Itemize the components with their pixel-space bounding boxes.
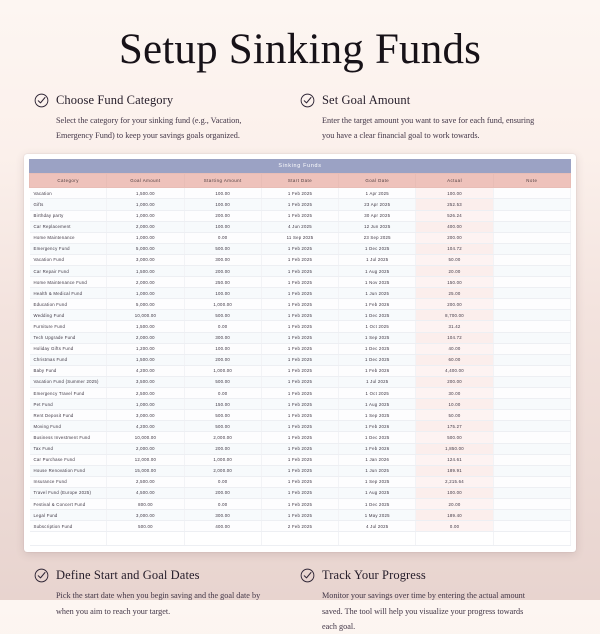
cell-starting-amount[interactable]: 100.00 — [184, 188, 261, 199]
cell-note[interactable] — [493, 288, 570, 299]
cell-note[interactable] — [493, 454, 570, 465]
feature-track-your-progress — [300, 568, 566, 634]
cell-category[interactable]: Furniture Fund — [30, 321, 107, 332]
cell-note[interactable] — [493, 332, 570, 343]
cell-actual[interactable]: 175.27 — [416, 421, 493, 432]
cell-actual[interactable]: 20.00 — [416, 266, 493, 277]
table-row[interactable] — [30, 376, 571, 387]
cell-goal-amount[interactable]: 1,000.00 — [107, 288, 184, 299]
cell-note[interactable] — [493, 476, 570, 487]
cell-starting-amount[interactable]: 500.00 — [184, 421, 261, 432]
cell-goal-amount[interactable]: 1,500.00 — [107, 354, 184, 365]
cell-goal-amount[interactable]: 2,000.00 — [107, 277, 184, 288]
cell-note[interactable] — [493, 521, 570, 532]
column-header-goal-date[interactable]: Goal Date — [339, 174, 416, 188]
check-circle-icon — [300, 568, 315, 583]
cell-goal-amount[interactable]: 3,000.00 — [107, 410, 184, 421]
table-row[interactable] — [30, 454, 571, 465]
cell-category[interactable]: Home Maintenance — [30, 232, 107, 243]
cell-start-date[interactable]: 2 Feb 2025 — [261, 521, 338, 532]
column-header-actual[interactable]: Actual — [416, 174, 493, 188]
cell-goal-amount[interactable]: 2,000.00 — [107, 443, 184, 454]
cell-goal-date[interactable]: 1 Dec 2025 — [339, 432, 416, 443]
cell-note[interactable] — [493, 277, 570, 288]
cell-start-date[interactable]: 1 Feb 2025 — [261, 510, 338, 521]
cell-start-date[interactable]: 1 Feb 2025 — [261, 388, 338, 399]
table-row[interactable] — [30, 510, 571, 521]
cell-starting-amount[interactable]: 250.00 — [184, 277, 261, 288]
cell-starting-amount[interactable]: 0.00 — [184, 321, 261, 332]
cell-category[interactable]: Gifts — [30, 199, 107, 210]
cell-empty[interactable] — [184, 532, 261, 546]
table-body — [30, 188, 571, 546]
cell-start-date[interactable]: 1 Feb 2025 — [261, 210, 338, 221]
sinking-funds-table[interactable] — [29, 159, 571, 546]
cell-actual[interactable]: 526.24 — [416, 210, 493, 221]
cell-goal-amount[interactable]: 3,500.00 — [107, 376, 184, 387]
cell-goal-date[interactable]: 1 Sep 2025 — [339, 332, 416, 343]
cell-goal-date[interactable]: 1 Feb 2026 — [339, 365, 416, 376]
cell-category[interactable]: Subscription Fund — [30, 521, 107, 532]
cell-actual[interactable]: 150.00 — [416, 277, 493, 288]
cell-starting-amount[interactable]: 300.00 — [184, 254, 261, 265]
features-bottom — [0, 552, 600, 634]
cell-note[interactable] — [493, 199, 570, 210]
cell-goal-date[interactable]: 1 Aug 2025 — [339, 399, 416, 410]
cell-category[interactable]: Rent Deposit Fund — [30, 410, 107, 421]
cell-starting-amount[interactable]: 0.00 — [184, 232, 261, 243]
cell-goal-date[interactable]: 1 Jul 2025 — [339, 376, 416, 387]
cell-category[interactable]: Festival & Concert Fund — [30, 498, 107, 509]
cell-goal-amount[interactable]: 1,500.00 — [107, 321, 184, 332]
cell-starting-amount[interactable]: 100.00 — [184, 288, 261, 299]
table-row[interactable] — [30, 432, 571, 443]
feature-define-start-and-goal-dates — [34, 568, 300, 634]
cell-start-date[interactable]: 4 Jun 2025 — [261, 221, 338, 232]
feature-header — [300, 93, 552, 108]
cell-goal-amount[interactable]: 5,000.00 — [107, 299, 184, 310]
cell-goal-amount[interactable]: 10,000.00 — [107, 432, 184, 443]
cell-category[interactable]: Education Fund — [30, 299, 107, 310]
cell-start-date[interactable]: 1 Feb 2025 — [261, 354, 338, 365]
table-row[interactable] — [30, 521, 571, 532]
table-row[interactable] — [30, 365, 571, 376]
cell-empty[interactable] — [30, 532, 107, 546]
table-row[interactable] — [30, 310, 571, 321]
cell-starting-amount[interactable]: 2,000.00 — [184, 465, 261, 476]
cell-goal-date[interactable]: 23 Apr 2025 — [339, 199, 416, 210]
cell-goal-date[interactable]: 1 Apr 2025 — [339, 188, 416, 199]
cell-actual[interactable]: 189.91 — [416, 465, 493, 476]
cell-category[interactable]: Pet Fund — [30, 399, 107, 410]
cell-category[interactable]: Travel Fund (Europe 2025) — [30, 487, 107, 498]
column-header-starting-amount[interactable]: Starting Amount — [184, 174, 261, 188]
cell-starting-amount[interactable]: 1,000.00 — [184, 365, 261, 376]
cell-start-date[interactable]: 1 Feb 2025 — [261, 443, 338, 454]
cell-goal-date[interactable]: 1 Jul 2025 — [339, 254, 416, 265]
table-row[interactable] — [30, 299, 571, 310]
feature-header — [300, 568, 552, 583]
cell-note[interactable] — [493, 376, 570, 387]
cell-actual[interactable]: 252.53 — [416, 199, 493, 210]
cell-actual[interactable]: 50.00 — [416, 254, 493, 265]
page-title: Setup Sinking Funds — [118, 26, 482, 73]
table-row[interactable] — [30, 266, 571, 277]
cell-category[interactable]: Home Maintenance Fund — [30, 277, 107, 288]
check-circle-icon — [34, 93, 49, 108]
cell-note[interactable] — [493, 221, 570, 232]
cell-note[interactable] — [493, 232, 570, 243]
cell-actual[interactable]: 60.00 — [416, 354, 493, 365]
cell-category[interactable]: House Renovation Fund — [30, 465, 107, 476]
cell-goal-date[interactable]: 1 Dec 2025 — [339, 310, 416, 321]
cell-goal-date[interactable]: 1 Jun 2025 — [339, 288, 416, 299]
cell-note[interactable] — [493, 399, 570, 410]
cell-category[interactable]: Vacation Fund (Summer 2025) — [30, 376, 107, 387]
cell-goal-date[interactable]: 30 Apr 2025 — [339, 210, 416, 221]
feature-choose-fund-category — [34, 93, 300, 143]
cell-category[interactable]: Holiday Gifts Fund — [30, 343, 107, 354]
cell-start-date[interactable]: 1 Feb 2025 — [261, 365, 338, 376]
cell-goal-amount[interactable]: 2,500.00 — [107, 476, 184, 487]
cell-goal-date[interactable]: 1 Jun 2025 — [339, 465, 416, 476]
cell-start-date[interactable]: 11 Sep 2025 — [261, 232, 338, 243]
cell-category[interactable]: Business Investment Fund — [30, 432, 107, 443]
cell-start-date[interactable]: 1 Feb 2025 — [261, 421, 338, 432]
cell-starting-amount[interactable]: 500.00 — [184, 310, 261, 321]
cell-note[interactable] — [493, 388, 570, 399]
cell-starting-amount[interactable]: 400.00 — [184, 521, 261, 532]
cell-goal-amount[interactable]: 1,000.00 — [107, 210, 184, 221]
cell-note[interactable] — [493, 254, 570, 265]
cell-starting-amount[interactable]: 500.00 — [184, 243, 261, 254]
cell-category[interactable]: Birthday party — [30, 210, 107, 221]
cell-goal-amount[interactable]: 3,000.00 — [107, 254, 184, 265]
cell-goal-amount[interactable]: 3,000.00 — [107, 510, 184, 521]
check-circle-icon — [300, 93, 315, 108]
cell-start-date[interactable]: 1 Feb 2025 — [261, 476, 338, 487]
table-row[interactable] — [30, 354, 571, 365]
table-row[interactable] — [30, 332, 571, 343]
cell-goal-amount[interactable]: 500.00 — [107, 521, 184, 532]
cell-start-date[interactable]: 1 Feb 2025 — [261, 410, 338, 421]
cell-goal-date[interactable]: 1 May 2025 — [339, 510, 416, 521]
cell-goal-date[interactable]: 1 Dec 2025 — [339, 343, 416, 354]
cell-start-date[interactable]: 1 Feb 2025 — [261, 399, 338, 410]
cell-goal-date[interactable]: 1 Dec 2025 — [339, 354, 416, 365]
check-circle-icon — [34, 568, 49, 583]
cell-note[interactable] — [493, 498, 570, 509]
table-row[interactable] — [30, 188, 571, 199]
feature-header — [34, 93, 286, 108]
cell-category[interactable]: Vacation — [30, 188, 107, 199]
cell-actual[interactable]: 31.42 — [416, 321, 493, 332]
cell-start-date[interactable]: 1 Feb 2025 — [261, 243, 338, 254]
cell-category[interactable]: Legal Fund — [30, 510, 107, 521]
cell-start-date[interactable]: 1 Feb 2025 — [261, 376, 338, 387]
cell-start-date[interactable]: 1 Feb 2025 — [261, 332, 338, 343]
cell-note[interactable] — [493, 243, 570, 254]
cell-starting-amount[interactable]: 500.00 — [184, 376, 261, 387]
cell-actual[interactable]: 400.00 — [416, 221, 493, 232]
cell-goal-amount[interactable]: 2,000.00 — [107, 332, 184, 343]
table-empty-row — [30, 532, 571, 546]
cell-note[interactable] — [493, 188, 570, 199]
cell-actual[interactable]: 10.00 — [416, 399, 493, 410]
cell-start-date[interactable]: 1 Feb 2025 — [261, 498, 338, 509]
cell-note[interactable] — [493, 210, 570, 221]
cell-actual[interactable]: 200.00 — [416, 299, 493, 310]
cell-actual[interactable]: 0.00 — [416, 521, 493, 532]
table-row[interactable] — [30, 443, 571, 454]
cell-goal-date[interactable]: 12 Jun 2025 — [339, 221, 416, 232]
cell-goal-amount[interactable]: 5,000.00 — [107, 243, 184, 254]
cell-category[interactable]: Baby Fund — [30, 365, 107, 376]
table-head — [30, 174, 571, 188]
cell-goal-date[interactable]: 1 Nov 2025 — [339, 277, 416, 288]
cell-note[interactable] — [493, 510, 570, 521]
cell-starting-amount[interactable]: 2,000.00 — [184, 432, 261, 443]
cell-goal-amount[interactable]: 4,200.00 — [107, 365, 184, 376]
cell-category[interactable]: Emergency Fund — [30, 243, 107, 254]
cell-starting-amount[interactable]: 300.00 — [184, 510, 261, 521]
features-top — [0, 71, 600, 143]
column-header-note[interactable]: Note — [493, 174, 570, 188]
cell-starting-amount[interactable]: 200.00 — [184, 210, 261, 221]
cell-start-date[interactable]: 1 Feb 2025 — [261, 465, 338, 476]
cell-note[interactable] — [493, 321, 570, 332]
cell-start-date[interactable]: 1 Feb 2025 — [261, 343, 338, 354]
cell-starting-amount[interactable]: 200.00 — [184, 443, 261, 454]
cell-actual[interactable]: 50.00 — [416, 410, 493, 421]
cell-goal-amount[interactable]: 1,200.00 — [107, 343, 184, 354]
cell-goal-date[interactable]: 1 Sep 2025 — [339, 476, 416, 487]
cell-goal-date[interactable]: 1 Oct 2025 — [339, 388, 416, 399]
cell-category[interactable]: Wedding Fund — [30, 310, 107, 321]
cell-start-date[interactable]: 1 Feb 2025 — [261, 266, 338, 277]
cell-actual[interactable]: 30.00 — [416, 388, 493, 399]
feature-title: Set Goal Amount — [322, 93, 411, 107]
table-row[interactable] — [30, 476, 571, 487]
cell-actual[interactable]: 100.00 — [416, 188, 493, 199]
cell-start-date[interactable]: 1 Feb 2025 — [261, 321, 338, 332]
cell-start-date[interactable]: 1 Feb 2025 — [261, 288, 338, 299]
cell-goal-amount[interactable]: 1,500.00 — [107, 266, 184, 277]
cell-goal-date[interactable]: 1 Feb 2026 — [339, 299, 416, 310]
cell-goal-date[interactable]: 1 Feb 2026 — [339, 443, 416, 454]
cell-note[interactable] — [493, 310, 570, 321]
cell-starting-amount[interactable]: 0.00 — [184, 476, 261, 487]
cell-start-date[interactable]: 1 Feb 2025 — [261, 487, 338, 498]
cell-note[interactable] — [493, 299, 570, 310]
cell-starting-amount[interactable]: 1,000.00 — [184, 454, 261, 465]
table-row[interactable] — [30, 288, 571, 299]
cell-starting-amount[interactable]: 0.00 — [184, 388, 261, 399]
cell-empty[interactable] — [416, 532, 493, 546]
cell-start-date[interactable]: 1 Feb 2025 — [261, 277, 338, 288]
cell-note[interactable] — [493, 421, 570, 432]
table-row[interactable] — [30, 498, 571, 509]
cell-actual[interactable]: 20.00 — [416, 498, 493, 509]
table-row[interactable] — [30, 399, 571, 410]
cell-category[interactable]: Tech Upgrade Fund — [30, 332, 107, 343]
column-header-start-date[interactable]: Start Date — [261, 174, 338, 188]
cell-goal-date[interactable]: 1 Aug 2025 — [339, 487, 416, 498]
cell-note[interactable] — [493, 432, 570, 443]
cell-actual[interactable]: 500.00 — [416, 432, 493, 443]
cell-starting-amount[interactable]: 200.00 — [184, 266, 261, 277]
cell-category[interactable]: Health & Medical Fund — [30, 288, 107, 299]
cell-note[interactable] — [493, 443, 570, 454]
cell-starting-amount[interactable]: 300.00 — [184, 332, 261, 343]
cell-start-date[interactable]: 1 Feb 2025 — [261, 299, 338, 310]
cell-empty[interactable] — [261, 532, 338, 546]
table-row[interactable] — [30, 465, 571, 476]
cell-goal-amount[interactable]: 1,000.00 — [107, 232, 184, 243]
cell-goal-date[interactable]: 1 Dec 2025 — [339, 243, 416, 254]
cell-empty[interactable] — [493, 532, 570, 546]
cell-goal-amount[interactable]: 10,000.00 — [107, 310, 184, 321]
feature-description: Enter the target amount you want to save for each fund, ensuring you have a clear financial goal to work towards. — [322, 116, 535, 141]
cell-starting-amount[interactable]: 100.00 — [184, 343, 261, 354]
cell-category[interactable]: Christmas Fund — [30, 354, 107, 365]
cell-actual[interactable]: 200.00 — [416, 232, 493, 243]
cell-starting-amount[interactable]: 200.00 — [184, 487, 261, 498]
table-row[interactable] — [30, 243, 571, 254]
cell-actual[interactable]: 4,400.00 — [416, 365, 493, 376]
table-row[interactable] — [30, 199, 571, 210]
feature-header — [34, 568, 286, 583]
cell-note[interactable] — [493, 266, 570, 277]
cell-note[interactable] — [493, 354, 570, 365]
feature-title: Choose Fund Category — [56, 93, 174, 107]
column-header-category[interactable]: Category — [30, 174, 107, 188]
cell-goal-amount[interactable]: 4,500.00 — [107, 487, 184, 498]
cell-starting-amount[interactable]: 500.00 — [184, 410, 261, 421]
cell-category[interactable]: Car Purchase Fund — [30, 454, 107, 465]
cell-start-date[interactable]: 1 Feb 2025 — [261, 310, 338, 321]
table-header-row — [30, 174, 571, 188]
table-row[interactable] — [30, 210, 571, 221]
cell-category[interactable]: Car Repair Fund — [30, 266, 107, 277]
cell-note[interactable] — [493, 410, 570, 421]
cell-start-date[interactable]: 1 Feb 2025 — [261, 254, 338, 265]
table-row[interactable] — [30, 388, 571, 399]
cell-goal-date[interactable]: 4 Jul 2025 — [339, 521, 416, 532]
feature-title: Define Start and Goal Dates — [56, 568, 200, 583]
column-header-goal-amount[interactable]: Goal Amount — [107, 174, 184, 188]
cell-actual[interactable]: 200.00 — [416, 376, 493, 387]
cell-goal-amount[interactable]: 2,500.00 — [107, 388, 184, 399]
cell-category[interactable]: Moving Fund — [30, 421, 107, 432]
cell-actual[interactable]: 25.00 — [416, 288, 493, 299]
table-row[interactable] — [30, 277, 571, 288]
table-row[interactable] — [30, 232, 571, 243]
cell-goal-amount[interactable]: 1,000.00 — [107, 399, 184, 410]
cell-actual[interactable]: 100.00 — [416, 487, 493, 498]
table-row[interactable] — [30, 421, 571, 432]
cell-goal-date[interactable]: 1 Feb 2026 — [339, 421, 416, 432]
cell-category[interactable]: Tax Fund — [30, 443, 107, 454]
cell-actual[interactable]: 124.61 — [416, 454, 493, 465]
feature-set-goal-amount — [300, 93, 566, 143]
cell-start-date[interactable]: 1 Feb 2025 — [261, 188, 338, 199]
cell-goal-date[interactable]: 1 Aug 2025 — [339, 266, 416, 277]
cell-actual[interactable]: 189.40 — [416, 510, 493, 521]
feature-title: Track Your Progress — [322, 568, 426, 583]
cell-goal-date[interactable]: 1 Oct 2025 — [339, 321, 416, 332]
cell-goal-date[interactable]: 1 Jan 2026 — [339, 454, 416, 465]
cell-note[interactable] — [493, 365, 570, 376]
cell-start-date[interactable]: 1 Feb 2025 — [261, 199, 338, 210]
cell-actual[interactable]: 8,700.00 — [416, 310, 493, 321]
cell-goal-amount[interactable]: 2,000.00 — [107, 221, 184, 232]
cell-goal-amount[interactable]: 12,000.00 — [107, 454, 184, 465]
feature-description: Select the category for your sinking fund (e.g., Vacation, Emergency Fund) to keep your savings goals organized. — [56, 116, 242, 141]
cell-note[interactable] — [493, 343, 570, 354]
cell-actual[interactable]: 104.72 — [416, 332, 493, 343]
cell-goal-amount[interactable]: 4,200.00 — [107, 421, 184, 432]
table-row[interactable] — [30, 487, 571, 498]
table-row[interactable] — [30, 343, 571, 354]
table-row[interactable] — [30, 221, 571, 232]
cell-goal-amount[interactable]: 1,500.00 — [107, 188, 184, 199]
cell-actual[interactable]: 104.72 — [416, 243, 493, 254]
cell-empty[interactable] — [339, 532, 416, 546]
cell-goal-date[interactable]: 1 Dec 2025 — [339, 498, 416, 509]
cell-category[interactable]: Emergency Travel Fund — [30, 388, 107, 399]
cell-start-date[interactable]: 1 Feb 2025 — [261, 454, 338, 465]
cell-goal-amount[interactable]: 1,000.00 — [107, 199, 184, 210]
cell-starting-amount[interactable]: 0.00 — [184, 498, 261, 509]
cell-goal-date[interactable]: 23 Sep 2025 — [339, 232, 416, 243]
cell-starting-amount[interactable]: 100.00 — [184, 221, 261, 232]
table-row[interactable] — [30, 254, 571, 265]
cell-category[interactable]: Insurance Fund — [30, 476, 107, 487]
cell-start-date[interactable]: 1 Feb 2025 — [261, 432, 338, 443]
cell-starting-amount[interactable]: 1,000.00 — [184, 299, 261, 310]
cell-actual[interactable]: 2,215.64 — [416, 476, 493, 487]
cell-category[interactable]: Vacation Fund — [30, 254, 107, 265]
table-caption: Sinking Funds — [29, 159, 571, 173]
feature-description: Pick the start date when you begin saving and the goal date by when you aim to reach your target. — [56, 591, 261, 616]
cell-category[interactable]: Car Replacement — [30, 221, 107, 232]
cell-actual[interactable]: 40.00 — [416, 343, 493, 354]
cell-actual[interactable]: 1,850.00 — [416, 443, 493, 454]
cell-starting-amount[interactable]: 200.00 — [184, 354, 261, 365]
cell-note[interactable] — [493, 465, 570, 476]
cell-goal-amount[interactable]: 15,000.00 — [107, 465, 184, 476]
table-row[interactable] — [30, 410, 571, 421]
cell-goal-date[interactable]: 1 Sep 2025 — [339, 410, 416, 421]
cell-note[interactable] — [493, 487, 570, 498]
cell-goal-amount[interactable]: 800.00 — [107, 498, 184, 509]
feature-description: Monitor your savings over time by entering the actual amount saved. The tool will help you visualize your progress towards each goal. — [322, 591, 526, 631]
cell-starting-amount[interactable]: 100.00 — [184, 199, 261, 210]
cell-empty[interactable] — [107, 532, 184, 546]
table-row[interactable] — [30, 321, 571, 332]
spreadsheet-card — [24, 154, 576, 552]
cell-starting-amount[interactable]: 150.00 — [184, 399, 261, 410]
